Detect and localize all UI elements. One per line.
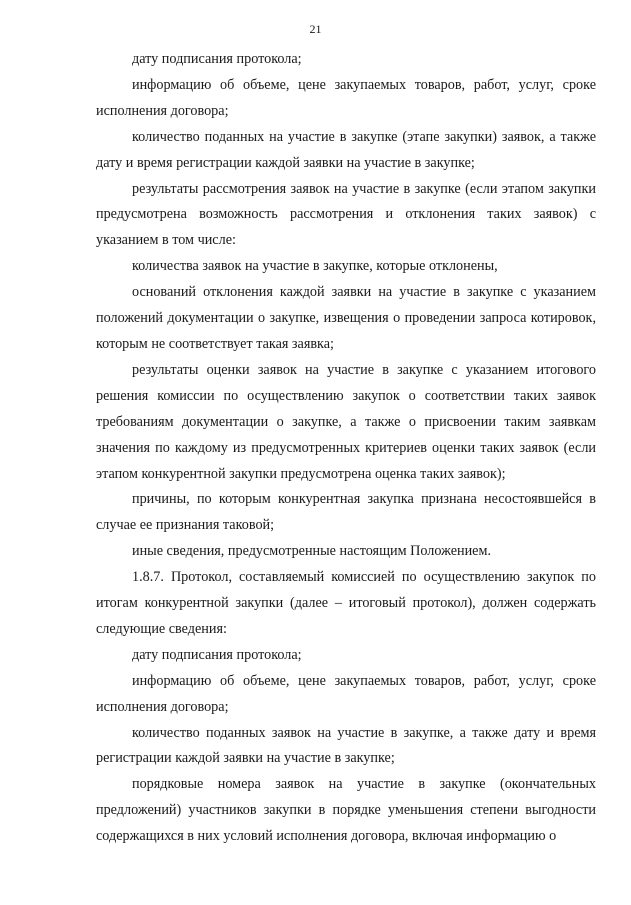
- section-paragraph: 1.8.7. Протокол, составляемый комиссией по осуществлению закупок по итогам конкурентной закупки (далее – итоговый протокол), должен содержать следующие сведения:: [96, 569, 596, 637]
- document-body: [96, 47, 596, 850]
- paragraph: дату подписания протокола;: [132, 51, 302, 67]
- paragraph: дату подписания протокола;: [132, 646, 302, 663]
- paragraph: информацию об объеме, цене закупаемых товаров, работ, услуг, сроке исполнения договора;: [96, 672, 596, 715]
- paragraph: количество поданных на участие в закупке (этапе закупки) заявок, а также дату и время регистрации каждой заявки на участие в закупке;: [96, 128, 596, 171]
- paragraph: порядковые номера заявок на участие в закупке (окончательных предложений) участников закупки в порядке уменьшения степени выгодности содержащихся в них условий исполнения договора, включая информацию о: [96, 776, 596, 845]
- paragraph: количества заявок на участие в закупке, которые отклонены,: [132, 258, 498, 275]
- paragraph: причины, по которым конкурентная закупка признана несостоявшейся в случае ее признания таковой;: [96, 491, 596, 534]
- paragraph: результаты рассмотрения заявок на участие в закупке (если этапом закупки предусмотрена возможность рассмотрения и отклонения таких заявок) с указанием в том числе:: [96, 180, 596, 249]
- paragraph: результаты оценки заявок на участие в закупке с указанием итогового решения комиссии по осуществлению закупок о соответствии таких заявок требованиям документации о закупке, а также о присвоении таким заявкам значения по каждому из предусмотренных критериев оценки таких заявок (если этапом конкурентной закупки предусмотрена оценка таких заявок);: [96, 361, 596, 482]
- paragraph: информацию об объеме, цене закупаемых товаров, работ, услуг, сроке исполнения договора;: [96, 76, 596, 119]
- page-number: 21: [309, 22, 322, 36]
- paragraph: оснований отклонения каждой заявки на участие в закупке с указанием положений документации о закупке, извещения о проведении запроса котировок, которым не соответствует такая заявка;: [96, 284, 596, 352]
- paragraph: количество поданных заявок на участие в закупке, а также дату и время регистрации каждой заявки на участие в закупке;: [96, 724, 596, 767]
- paragraph: иные сведения, предусмотренные настоящим Положением.: [132, 543, 492, 560]
